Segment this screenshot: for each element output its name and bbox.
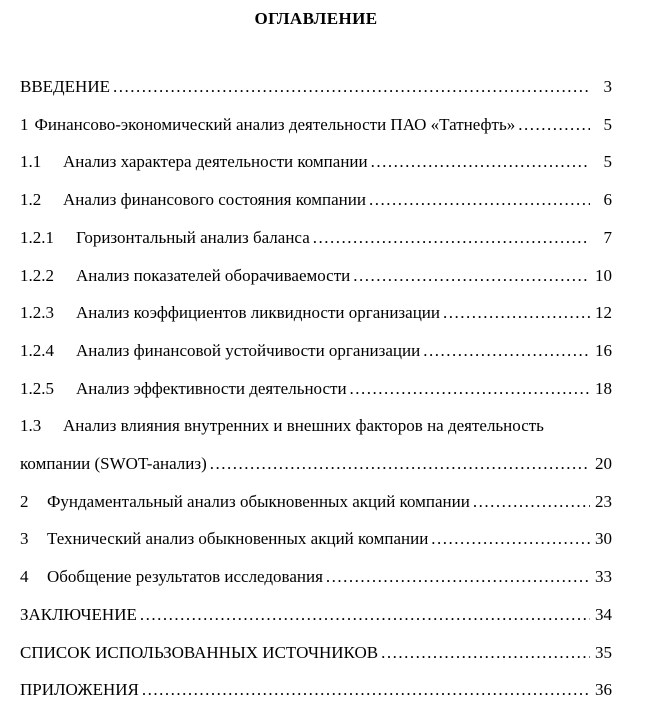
- toc-entry[interactable]: [20, 143, 612, 181]
- toc-entry-label: Технический анализ обыкновенных акций компании: [47, 529, 429, 549]
- dot-leader: [381, 634, 590, 672]
- toc-entry-number: 3: [20, 529, 29, 549]
- toc-entry-label: Анализ финансового состояния компании: [63, 190, 366, 210]
- dot-leader: [142, 671, 590, 709]
- page-number: 6: [603, 190, 612, 210]
- toc-entry-label: Фундаментальный анализ обыкновенных акций компании: [47, 491, 470, 511]
- dot-leader: [423, 332, 590, 370]
- dot-leader: [113, 68, 590, 106]
- toc-entry-number: 1.2.2: [20, 265, 54, 285]
- toc-entry[interactable]: [20, 671, 612, 709]
- toc-entry-number: 1: [20, 114, 29, 134]
- page-number: 16: [595, 340, 612, 360]
- page-number: 20: [595, 454, 612, 474]
- toc-entry-label: Анализ характера деятельности компании: [63, 152, 368, 172]
- toc-entry-label: ВВЕДЕНИЕ: [20, 77, 110, 96]
- toc-entry[interactable]: [20, 68, 612, 106]
- toc-entry-label: Анализ финансовой устойчивости организации: [76, 340, 421, 360]
- toc-entry-label: ПРИЛОЖЕНИЯ: [20, 680, 139, 700]
- toc-entry-label: Анализ коэффициентов ликвидности организации: [76, 303, 440, 323]
- page-number: 5: [603, 114, 612, 134]
- dot-leader: [210, 445, 590, 483]
- toc-entry-number: 1.3: [20, 416, 42, 436]
- toc-entry-number: 1.2.1: [20, 227, 54, 247]
- toc-entry[interactable]: [20, 558, 612, 596]
- toc-entry[interactable]: [20, 106, 612, 144]
- toc-entry-number: 4: [20, 567, 29, 587]
- toc-entry-label: компании (SWOT-анализ): [20, 454, 207, 474]
- toc-entry-line: [20, 445, 612, 483]
- dot-leader: [518, 106, 590, 144]
- toc-entry[interactable]: [20, 332, 612, 370]
- page-number: 12: [595, 303, 612, 323]
- dot-leader: [431, 520, 590, 558]
- page-number: 7: [603, 227, 612, 247]
- toc-entry[interactable]: [20, 294, 612, 332]
- toc-entry[interactable]: [20, 370, 612, 408]
- toc-entry[interactable]: [20, 219, 612, 257]
- toc-entry-number: 1.2.4: [20, 340, 54, 360]
- page-number: 34: [595, 604, 612, 624]
- page-number: 35: [595, 642, 612, 662]
- dot-leader: [350, 370, 590, 408]
- dot-leader: [140, 596, 590, 634]
- toc-entry-number: 2: [20, 491, 29, 511]
- toc-entry[interactable]: [20, 483, 612, 521]
- toc-entry-label: Финансово-экономический анализ деятельности ПАО «Татнефть»: [34, 114, 516, 134]
- toc-entry-label: Обобщение результатов исследования: [47, 567, 323, 587]
- toc-entry-label: ЗАКЛЮЧЕНИЕ: [20, 604, 137, 624]
- toc-entry-number: 1.1: [20, 152, 42, 172]
- toc-entry-number: 1.2: [20, 190, 42, 210]
- dot-leader: [326, 558, 590, 596]
- toc-entry[interactable]: [20, 596, 612, 634]
- dot-leader: [443, 294, 590, 332]
- dot-leader: [313, 219, 590, 257]
- page-number: 23: [595, 491, 612, 511]
- document-title: ОГЛАВЛЕНИЕ: [254, 9, 378, 28]
- page-number: 5: [603, 152, 612, 172]
- page-number: 10: [595, 265, 612, 285]
- toc-entry-number: 1.2.5: [20, 378, 54, 398]
- toc-entry-label: Горизонтальный анализ баланса: [76, 227, 310, 247]
- toc-entry-line: [20, 407, 612, 445]
- page-number: 18: [595, 378, 612, 398]
- toc-entry-label: Анализ эффективности деятельности: [76, 378, 347, 398]
- page-number: 36: [595, 680, 612, 700]
- toc-entry[interactable]: [20, 520, 612, 558]
- toc-entry[interactable]: [20, 257, 612, 295]
- toc-entry[interactable]: [20, 181, 612, 219]
- dot-leader: [369, 181, 590, 219]
- page-number: 30: [595, 529, 612, 549]
- dot-leader: [371, 143, 590, 181]
- toc-entry[interactable]: [20, 407, 612, 482]
- page-number: 33: [595, 567, 612, 587]
- dot-leader: [473, 483, 590, 521]
- toc-entry-label: Анализ влияния внутренних и внешних факторов на деятельность: [63, 416, 544, 436]
- dot-leader: [353, 257, 590, 295]
- toc-entry-label: Анализ показателей оборачиваемости: [76, 265, 351, 285]
- page-number: 3: [603, 77, 612, 96]
- toc-entry-number: 1.2.3: [20, 303, 54, 323]
- toc-entry[interactable]: [20, 634, 612, 672]
- toc-entry-label: СПИСОК ИСПОЛЬЗОВАННЫХ ИСТОЧНИКОВ: [20, 642, 379, 662]
